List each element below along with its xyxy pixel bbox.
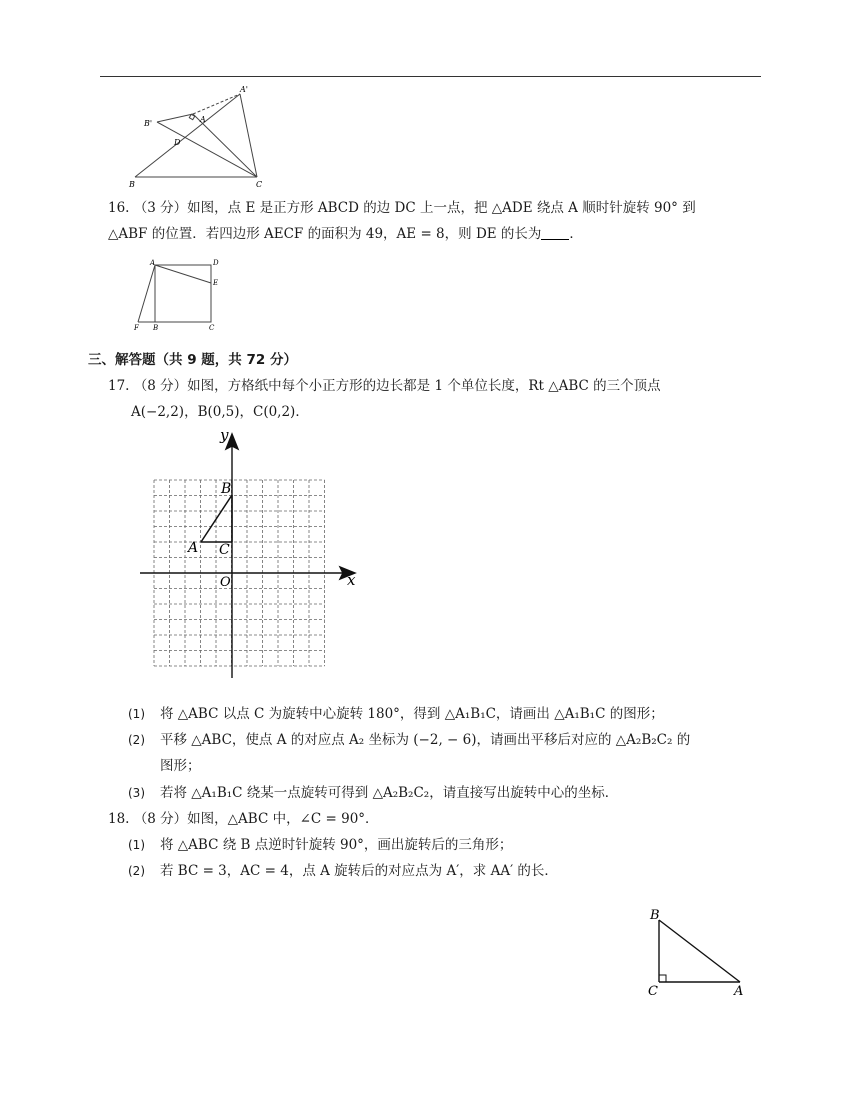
fig16-label-b: B	[153, 324, 159, 332]
fig16-label-a: A	[150, 259, 156, 267]
q17-part3-text: 若将 △A₁B₁C 绕某一点旋转可得到 △A₂B₂C₂，请直接写出旋转中心的坐标．	[160, 785, 619, 801]
q18-line1	[108, 809, 379, 829]
figure-q15	[120, 82, 280, 194]
fig15-label-a-prime: A'	[240, 85, 248, 94]
q17-part2-cont-text: 图形；	[160, 758, 201, 774]
fig15-label-a: A	[200, 115, 206, 124]
q17-line1	[108, 376, 661, 396]
q18-text1: （8 分）如图，△ABC 中，∠C = 90°．	[133, 811, 379, 827]
q17-part2-cont	[128, 756, 201, 776]
point-label-c: C	[219, 542, 230, 558]
fig15-label-d: D	[174, 138, 181, 147]
axis-label-x: x	[347, 571, 356, 589]
q17-part1	[128, 704, 664, 724]
figure-q18	[640, 905, 750, 1000]
q17-text1: （8 分）如图，方格纸中每个小正方形的边长都是 1 个单位长度，Rt △ABC 的三个顶点	[133, 378, 661, 394]
q17-part2-text: 平移 △ABC，使点 A 的对应点 A₂ 坐标为 (−2, − 6)，请画出平移后对应的 △A₂B₂C₂ 的	[160, 732, 691, 748]
fig16-label-d: D	[213, 259, 219, 267]
figure-q17-grid	[140, 428, 365, 680]
q16-text1: （3 分）如图，点 E 是正方形 ABCD 的边 DC 上一点，把 △ADE 绕点 A 顺时针旋转 90° 到	[133, 200, 696, 216]
q17-number: 17.	[108, 378, 130, 394]
q16-answer-blank[interactable]	[541, 225, 569, 240]
q16-line1	[108, 198, 696, 218]
fig18-label-c: C	[648, 984, 658, 999]
q16-line2	[108, 224, 583, 244]
q17-part3-label: (3)	[128, 786, 145, 800]
header-rule	[100, 76, 761, 77]
fig15-label-c: C	[256, 180, 263, 189]
q17-part3	[128, 783, 618, 803]
fig16-label-f: F	[134, 324, 139, 332]
point-label-b: B	[221, 481, 232, 497]
figure-q16	[130, 256, 230, 334]
q18-number: 18.	[108, 811, 130, 827]
q18-part2	[128, 861, 558, 881]
fig18-label-a: A	[734, 984, 744, 999]
q17-part1-text: 将 △ABC 以点 C 为旋转中心旋转 180°，得到 △A₁B₁C，请画出 △A₁B₁C 的图形；	[160, 706, 664, 722]
origin-label: O	[220, 575, 231, 590]
q16-number: 16.	[108, 200, 130, 216]
q18-part1-label: (1)	[128, 838, 145, 852]
q18-part1	[128, 835, 512, 855]
axis-label-y: y	[220, 428, 229, 444]
fig15-label-b: B	[129, 180, 135, 189]
fig16-label-e: E	[213, 279, 219, 287]
q16-text2a: △ABF 的位置．若四边形 AECF 的面积为 49，AE = 8，则 DE 的长为	[108, 226, 542, 242]
q17-line2: A(−2,2)，B(0,5)，C(0,2)．	[131, 404, 309, 420]
q18-part1-text: 将 △ABC 绕 B 点逆时针旋转 90°，画出旋转后的三角形；	[160, 837, 513, 853]
triangle-abc	[201, 495, 232, 542]
fig15-label-b-prime: B'	[144, 119, 153, 128]
triangle-abc-right	[659, 920, 740, 982]
q18-part2-label: (2)	[128, 864, 145, 878]
q17-part2-label: (2)	[128, 733, 145, 747]
q18-part2-text: 若 BC = 3，AC = 4，点 A 旋转后的对应点为 A′，求 AA′ 的长．	[160, 863, 558, 879]
section-title: 三、解答题（共 9 题，共 72 分）	[88, 352, 297, 368]
q17-part2	[128, 730, 690, 750]
q16-text2b: ．	[569, 226, 583, 242]
fig16-label-c: C	[209, 324, 215, 332]
point-label-a: A	[188, 540, 199, 556]
fig18-label-b: B	[650, 908, 660, 923]
q17-part1-label: (1)	[128, 707, 145, 721]
